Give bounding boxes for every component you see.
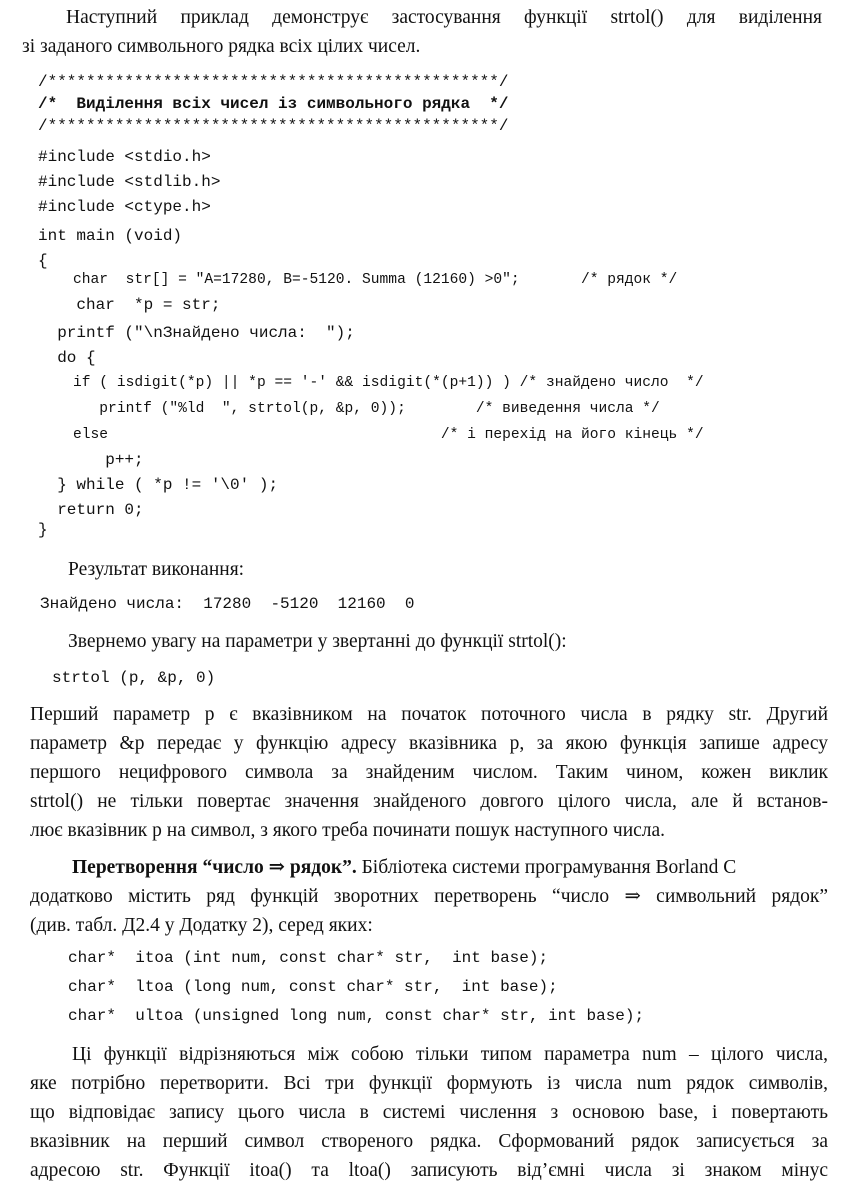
paragraph-line: Ці функції відрізняються між собою тільки типом параметра num – цілого числа, [72, 1044, 828, 1065]
code-line: #include <stdio.h> [38, 148, 211, 166]
code-line: printf ("%ld ", strtol(p, &p, 0)); /* виведення числа */ [38, 401, 660, 417]
intro-line-2: зі заданого символьного рядка всіх цілих чисел. [22, 36, 421, 57]
paragraph-line: strtol() не тільки повертає значення знайденого довгого цілого числа, але й встанов- [30, 791, 828, 812]
call-example: strtol (p, &p, 0) [52, 669, 216, 687]
code-line: } while ( *p != '\0' ); [38, 476, 279, 494]
paragraph-line: вказівник на перший символ створеного рядка. Сформований рядок записується за [30, 1131, 828, 1152]
code-line: #include <stdlib.h> [38, 173, 221, 191]
prototype-line: char* ltoa (long num, const char* str, int base); [68, 978, 558, 996]
section-heading: Перетворення “число ⇒ рядок”. [72, 857, 357, 878]
code-line: char *p = str; [38, 296, 221, 314]
code-line: char str[] = "A=17280, B=-5120. Summa (12160) >0"; /* рядок */ [38, 272, 678, 288]
paragraph-line: додатково містить ряд функцій зворотних перетворень “число ⇒ символьний рядок” [30, 886, 828, 907]
code-line: /***********************************************/ [38, 117, 509, 135]
paragraph-line: що відповідає запису цього числа в системі числення з основою base, і повертають [30, 1102, 828, 1123]
code-line: #include <ctype.h> [38, 198, 211, 216]
code-line: } [38, 521, 48, 539]
result-label: Результат виконання: [68, 559, 245, 580]
paragraph-line: адресою str. Функції itoa() та ltoa() записують від’ємні числа зі знаком мінус [30, 1160, 828, 1181]
code-line: printf ("\nЗнайдено числа: "); [38, 324, 355, 342]
prototype-line: char* ultoa (unsigned long num, const char* str, int base); [68, 1007, 645, 1025]
code-line: int main (void) [38, 227, 183, 245]
code-line: return 0; [38, 501, 144, 519]
code-line: { [38, 252, 48, 270]
paragraph-line: лює вказівник p на символ, з якого треба починати пошук наступного числа. [30, 820, 666, 841]
code-line: do { [38, 349, 96, 367]
paragraph-line: Перший параметр p є вказівником на початок поточного числа в рядку str. Другий [30, 704, 828, 725]
paragraph-line: яке потрібно перетворити. Всі три функції формують із числа num рядок символів, [30, 1073, 828, 1094]
prototype-line: char* itoa (int num, const char* str, int base); [68, 949, 549, 967]
code-line: if ( isdigit(*p) || *p == '-' && isdigit(*(p+1)) ) /* знайдено число */ [38, 375, 704, 391]
result-output: Знайдено числа: 17280 -5120 12160 0 [40, 595, 415, 613]
paragraph-line: Бібліотека системи програмування Borland C [356, 857, 737, 878]
code-line: /***********************************************/ [38, 73, 509, 91]
paragraph-line: (див. табл. Д2.4 у Додатку 2), серед яких: [30, 915, 373, 936]
code-line: p++; [38, 451, 144, 469]
code-line: else /* і перехід на його кінець */ [38, 427, 704, 443]
section-paragraph-first-line [72, 853, 828, 882]
paragraph-line: першого нецифрового символа за знайденим числом. Таким чином, кожен виклик [30, 762, 828, 783]
note-params: Звернемо увагу на параметри у звертанні до функції strtol(): [68, 631, 567, 652]
paragraph-line: параметр &p передає у функцію адресу вказівника p, за якою функція запише адресу [30, 733, 828, 754]
code-line: /* Виділення всіх чисел із символьного рядка */ [38, 95, 509, 113]
intro-line-1: Наступний приклад демонструє застосування функції strtol() для виділення [66, 7, 822, 28]
